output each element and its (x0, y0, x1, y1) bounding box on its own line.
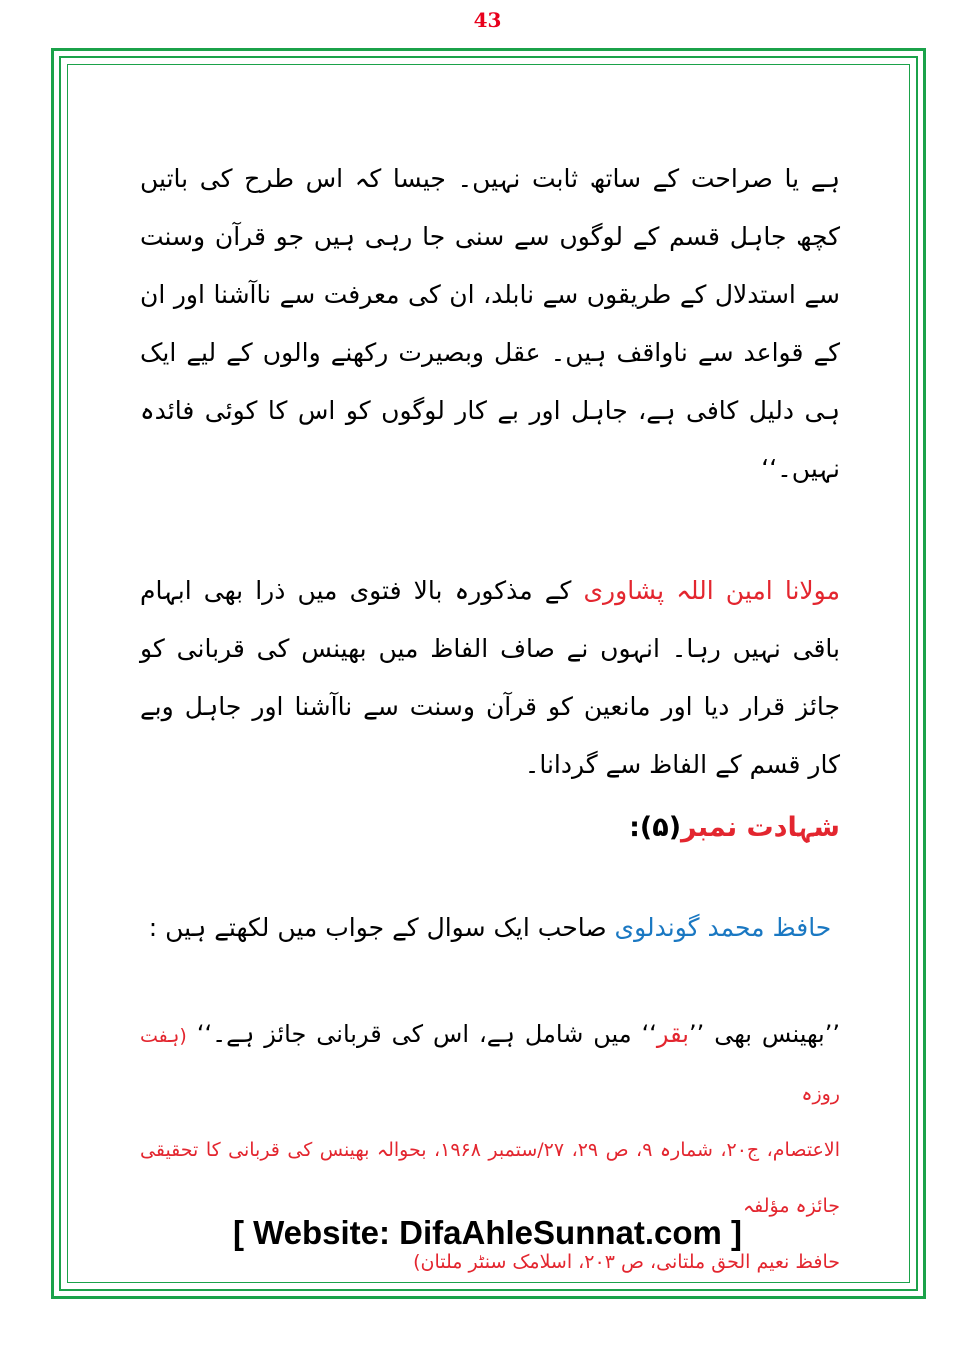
page-number: 43 (473, 8, 502, 32)
website-footer: [ Website: DifaAhleSunnat.com ] (232, 1214, 743, 1251)
reference-start: (ہفت روزہ (140, 1025, 840, 1105)
reference-line-1: الاعتصام، ج۲۰، شمارہ ۹، ص ۲۹، ۲۷/ستمبر ۱۹۶۸، بحوالہ بھینس کی قربانی کا تحقیقی جائزہ مؤلفہ (140, 1139, 841, 1217)
quote-paragraph: ہے یا صراحت کے ساتھ ثابت نہیں۔ جیسا کہ اس طرح کی باتیں کچھ جاہل قسم کے لوگوں سے سنی جا رہی ہیں جو قرآن وسنت سے استدلال کے طریقوں سے نابلد، ان کی معرفت سے ناآشنا اور ان کے قواعد سے ناواقف ہیں۔ عقل وبصیرت رکھنے والوں کے لیے ایک ہی دلیل کافی ہے، جاہل اور بے کار لوگوں کو اس کا کوئی فائدہ نہیں۔‘‘ (140, 164, 840, 483)
heading-number: (۵): (629, 812, 682, 843)
commentary-paragraph (140, 562, 840, 794)
commentary-text: کے مذکورہ بالا فتوی میں ذرا بھی ابہام باقی نہیں رہا۔ انہوں نے صاف الفاظ میں بھینس کی قربانی کو جائز قرار دیا اور مانعین کو قرآن وسنت سے ناآشنا اور جاہل وبے کار قسم کے الفاظ سے گردانا۔ (140, 576, 840, 779)
heading-title: شہادت نمبر (681, 812, 840, 843)
reference-line-2: حافظ نعیم الحق ملتانی، ص ۲۰۳، اسلامک سنٹر ملتان) (413, 1251, 840, 1273)
quote-part1: ’’بھینس بھی ’’ (688, 1020, 840, 1048)
scholar-name-amin-ullah: مولانا امین اللہ پشاوری (583, 576, 840, 605)
quote-term: بقر (656, 1020, 689, 1048)
scholar-name-gondalvi: حافظ محمد گوندلوی (614, 913, 832, 942)
intro-line (140, 913, 840, 942)
section-heading (140, 812, 840, 843)
quote-part2: ‘‘ میں شامل ہے، اس کی قربانی جائز ہے۔‘‘ (196, 1020, 657, 1048)
intro-text: صاحب ایک سوال کے جواب میں لکھتے ہیں : (148, 913, 615, 942)
